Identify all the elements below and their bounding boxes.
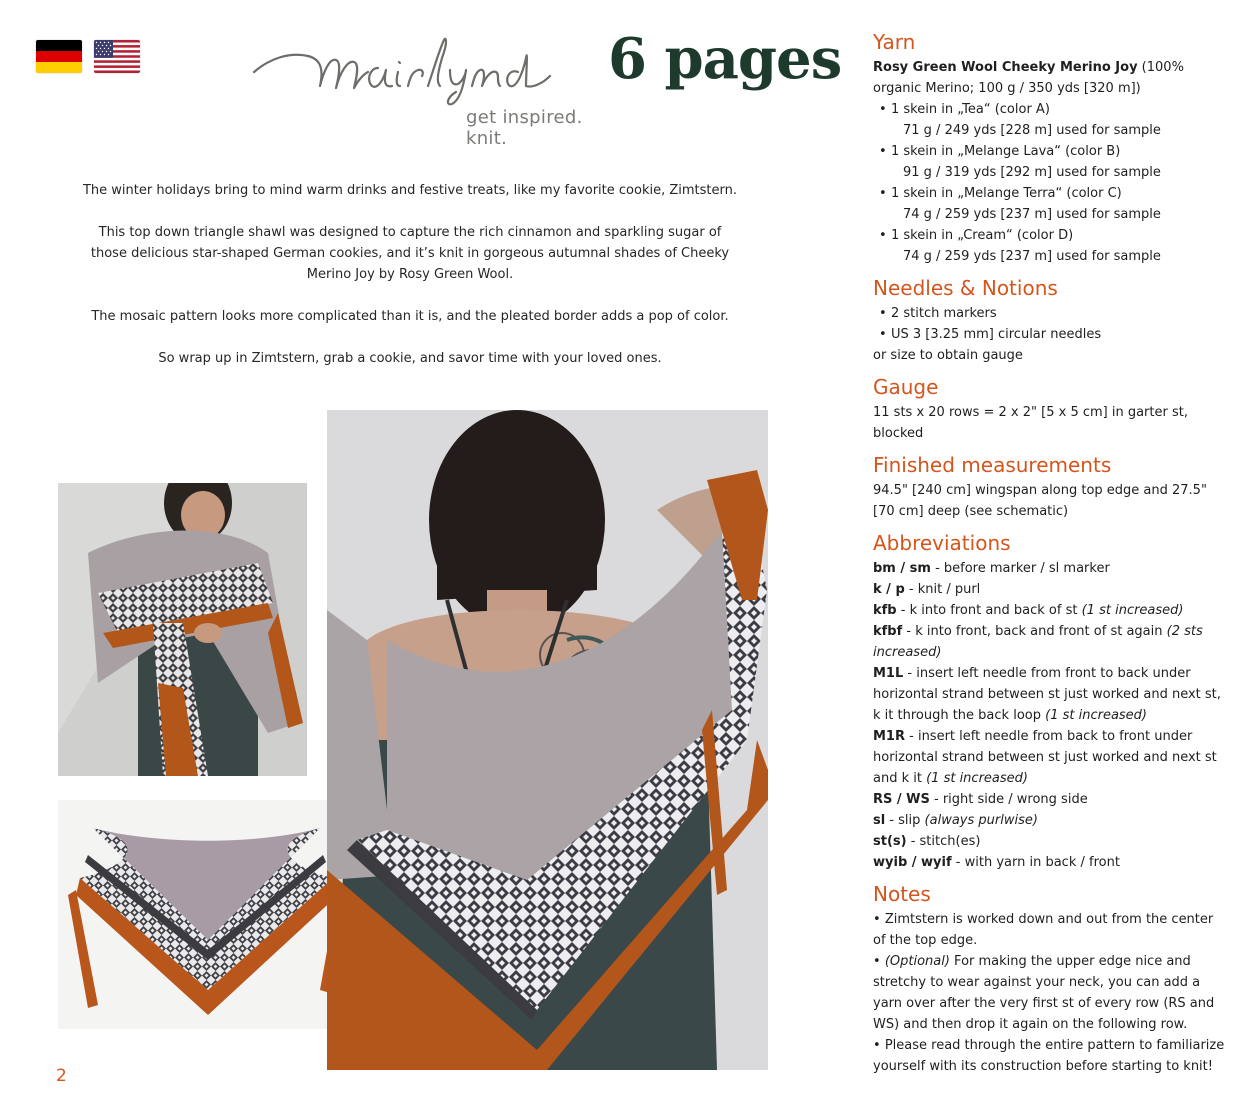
abbreviation-item [873, 663, 1225, 726]
abbr-term: bm / sm [873, 561, 931, 576]
needles-note: or size to obtain gauge [873, 348, 1023, 363]
skein-item: • 1 skein in „Melange Terra“ (color C) [873, 183, 1225, 204]
logo-tagline: get inspired. knit. [466, 107, 583, 149]
abbreviation-item [873, 621, 1225, 663]
abbr-def: - k into front, back and front of st again [902, 624, 1167, 639]
yarn-description [873, 57, 1225, 99]
abbreviation-item [873, 558, 1225, 579]
abbreviation-item [873, 810, 1225, 831]
abbr-term: M1L [873, 666, 904, 681]
skein-item: • 1 skein in „Cream“ (color D) [873, 225, 1225, 246]
abbr-note: (2 sts increased) [873, 624, 1203, 660]
intro-text [80, 180, 740, 390]
yarn-name: Rosy Green Wool Cheeky Merino Joy [873, 60, 1138, 75]
needles-heading: Needles & Notions [873, 276, 1058, 300]
yarn-heading: Yarn [873, 30, 916, 54]
abbreviation-item [873, 600, 1225, 621]
abbr-def: - k into front and back of st [896, 603, 1082, 618]
abbr-term: k / p [873, 582, 905, 597]
skein-item: • 1 skein in „Melange Lava“ (color B) [873, 141, 1225, 162]
abbr-note: (always purlwise) [924, 813, 1038, 828]
abbreviation-item [873, 831, 1225, 852]
abbreviation-item [873, 579, 1225, 600]
mairlynd-script-logo [250, 28, 560, 108]
intro-paragraph: This top down triangle shawl was designed to capture the rich cinnamon and sparkling sugar of those delicious star-shaped German cookies, and it’s knit in gorgeous autumnal shades of Cheeky Merino Joy by Rosy Green Wool. [90, 225, 730, 282]
intro-paragraph: So wrap up in Zimtstern, grab a cookie, and savor time with your loved ones. [158, 351, 662, 366]
abbr-def: - right side / wrong side [929, 792, 1088, 807]
abbr-def: - knit / purl [904, 582, 981, 597]
shawl-flat-photo [58, 800, 351, 1029]
abbr-term: RS / WS [873, 792, 930, 807]
note-text: Zimtstern is worked down and out from the center of the top edge. [873, 912, 1214, 948]
needles-item: • US 3 [3.25 mm] circular needles [873, 324, 1225, 345]
skein-used: 74 g / 259 yds [237 m] used for sample [903, 207, 1161, 222]
note-optional-label: (Optional) [884, 954, 950, 969]
abbr-term: kfbf [873, 624, 903, 639]
notes-heading: Notes [873, 882, 931, 906]
page-count-title: 6 pages [608, 26, 842, 92]
note-item: • Please read through the entire pattern to familiarize yourself with its construction before starting to knit! [873, 1038, 1225, 1074]
shawl-back-photo [327, 410, 768, 1070]
abbr-term: M1R [873, 729, 905, 744]
usa-flag-icon[interactable] [94, 40, 140, 73]
note-text: Please read through the entire pattern to familiarize yourself with its construction before starting to knit! [873, 1038, 1225, 1074]
abbr-def: - before marker / sl marker [930, 561, 1110, 576]
finished-heading: Finished measurements [873, 453, 1112, 477]
page-number: 2 [56, 1066, 67, 1086]
yarn-desc: (100% organic Merino; 100 g / 350 yds [320 m]) [873, 60, 1184, 96]
note-item: • Zimtstern is worked down and out from the center of the top edge. [873, 912, 1214, 948]
pattern-details-column [873, 30, 1225, 1077]
note-text: For making the upper edge nice and stretchy to wear against your neck, you can add a yarn over after the very first st of every row (RS and WS) and then drop it again on the following row. [873, 954, 1215, 1032]
abbreviation-item [873, 852, 1225, 873]
abbr-term: st(s) [873, 834, 907, 849]
abbr-term: kfb [873, 603, 897, 618]
abbr-def: - with yarn in back / front [951, 855, 1120, 870]
abbr-note: (1 st increased) [926, 771, 1028, 786]
germany-flag-icon[interactable] [36, 40, 82, 73]
intro-paragraph: The winter holidays bring to mind warm drinks and festive treats, like my favorite cookie, Zimtstern. [82, 183, 737, 198]
skein-item: • 1 skein in „Tea“ (color A) [873, 99, 1225, 120]
skein-used: 74 g / 259 yds [237 m] used for sample [903, 249, 1161, 264]
note-item: • (Optional) For making the upper edge nice and stretchy to wear against your neck, you can add a yarn over after the very first st of every row (RS and WS) and then drop it again on the following row. [873, 954, 1215, 1032]
skein-used: 71 g / 249 yds [228 m] used for sample [903, 123, 1161, 138]
needles-item: • 2 stitch markers [873, 303, 1225, 324]
abbr-def: - slip [885, 813, 925, 828]
skein-used: 91 g / 319 yds [292 m] used for sample [903, 165, 1161, 180]
abbreviation-item [873, 726, 1225, 789]
gauge-heading: Gauge [873, 375, 939, 399]
abbreviations-heading: Abbreviations [873, 531, 1011, 555]
abbreviation-item [873, 789, 1225, 810]
abbr-term: wyib / wyif [873, 855, 952, 870]
finished-text: 94.5" [240 cm] wingspan along top edge and 27.5" [70 cm] deep (see schematic) [873, 483, 1207, 519]
mairlynd-logo [250, 28, 590, 149]
abbr-def: - stitch(es) [906, 834, 981, 849]
abbr-def: - insert left needle from back to front under horizontal strand between st just worked and next st and k it [873, 729, 1217, 786]
gauge-text: 11 sts x 20 rows = 2 x 2" [5 x 5 cm] in garter st, blocked [873, 405, 1188, 441]
abbr-def: - insert left needle from front to back under horizontal strand between st just worked and next st, k it through the back loop [873, 666, 1221, 723]
abbr-term: sl [873, 813, 886, 828]
abbr-note: (1 st increased) [1081, 603, 1184, 618]
intro-paragraph: The mosaic pattern looks more complicated than it is, and the pleated border adds a pop of color. [91, 309, 729, 324]
abbr-note: (1 st increased) [1045, 708, 1148, 723]
shawl-front-photo [58, 483, 307, 776]
